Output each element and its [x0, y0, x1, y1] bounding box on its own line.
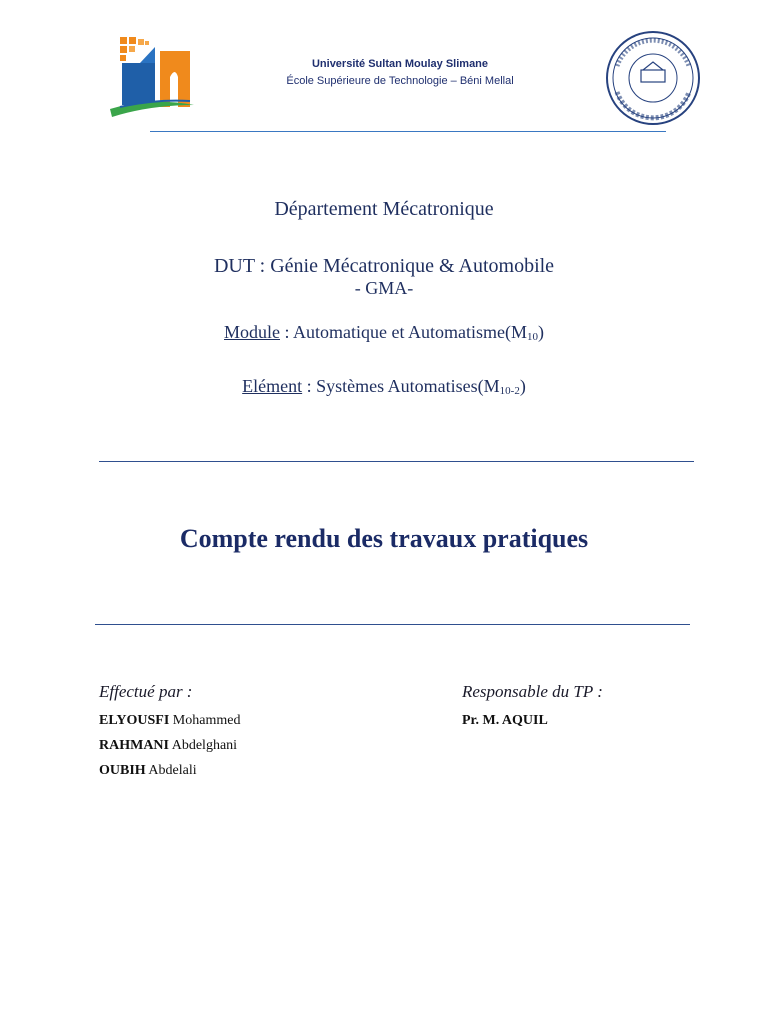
dut-program-line: DUT : Génie Mécatronique & Automobile: [213, 255, 555, 277]
student-firstname: Abdelghani: [169, 738, 238, 753]
title-bottom-divider: [95, 624, 690, 625]
title-top-divider: [99, 461, 694, 462]
element-subscript: 10-2: [499, 385, 520, 397]
dut-program-acronym: - GMA-: [354, 278, 414, 298]
student-surname: ELYOUSFI: [99, 713, 170, 728]
student-name: [99, 738, 237, 754]
report-title: Compte rendu des travaux pratiques: [179, 524, 589, 553]
responsible-label: Responsable du TP :: [462, 682, 603, 701]
module-close: ): [537, 322, 544, 342]
module-text: : Automatique et Automatisme(M: [280, 322, 527, 342]
element-label: Elément: [242, 376, 303, 396]
university-name: Université Sultan Moulay Slimane: [311, 58, 489, 70]
school-name: École Supérieure de Technologie – Béni Mellal: [286, 75, 514, 87]
module-label: Module: [224, 322, 280, 342]
element-text: : Systèmes Automatises(M: [302, 376, 500, 396]
student-surname: RAHMANI: [99, 738, 169, 753]
department-title: Département Mécatronique: [274, 198, 494, 220]
module-line: [0, 322, 768, 343]
supervisor-name: Pr. M. AQUIL: [462, 713, 548, 728]
header-divider: [150, 131, 666, 132]
student-firstname: Mohammed: [169, 713, 241, 728]
module-subscript: 10: [526, 331, 538, 343]
student-name: [99, 763, 197, 779]
element-close: ): [519, 376, 526, 396]
student-firstname: Abdelali: [145, 763, 197, 778]
student-surname: OUBIH: [99, 763, 146, 778]
element-line: [0, 376, 768, 397]
student-name: [99, 713, 240, 729]
done-by-label: Effectué par :: [99, 682, 193, 701]
